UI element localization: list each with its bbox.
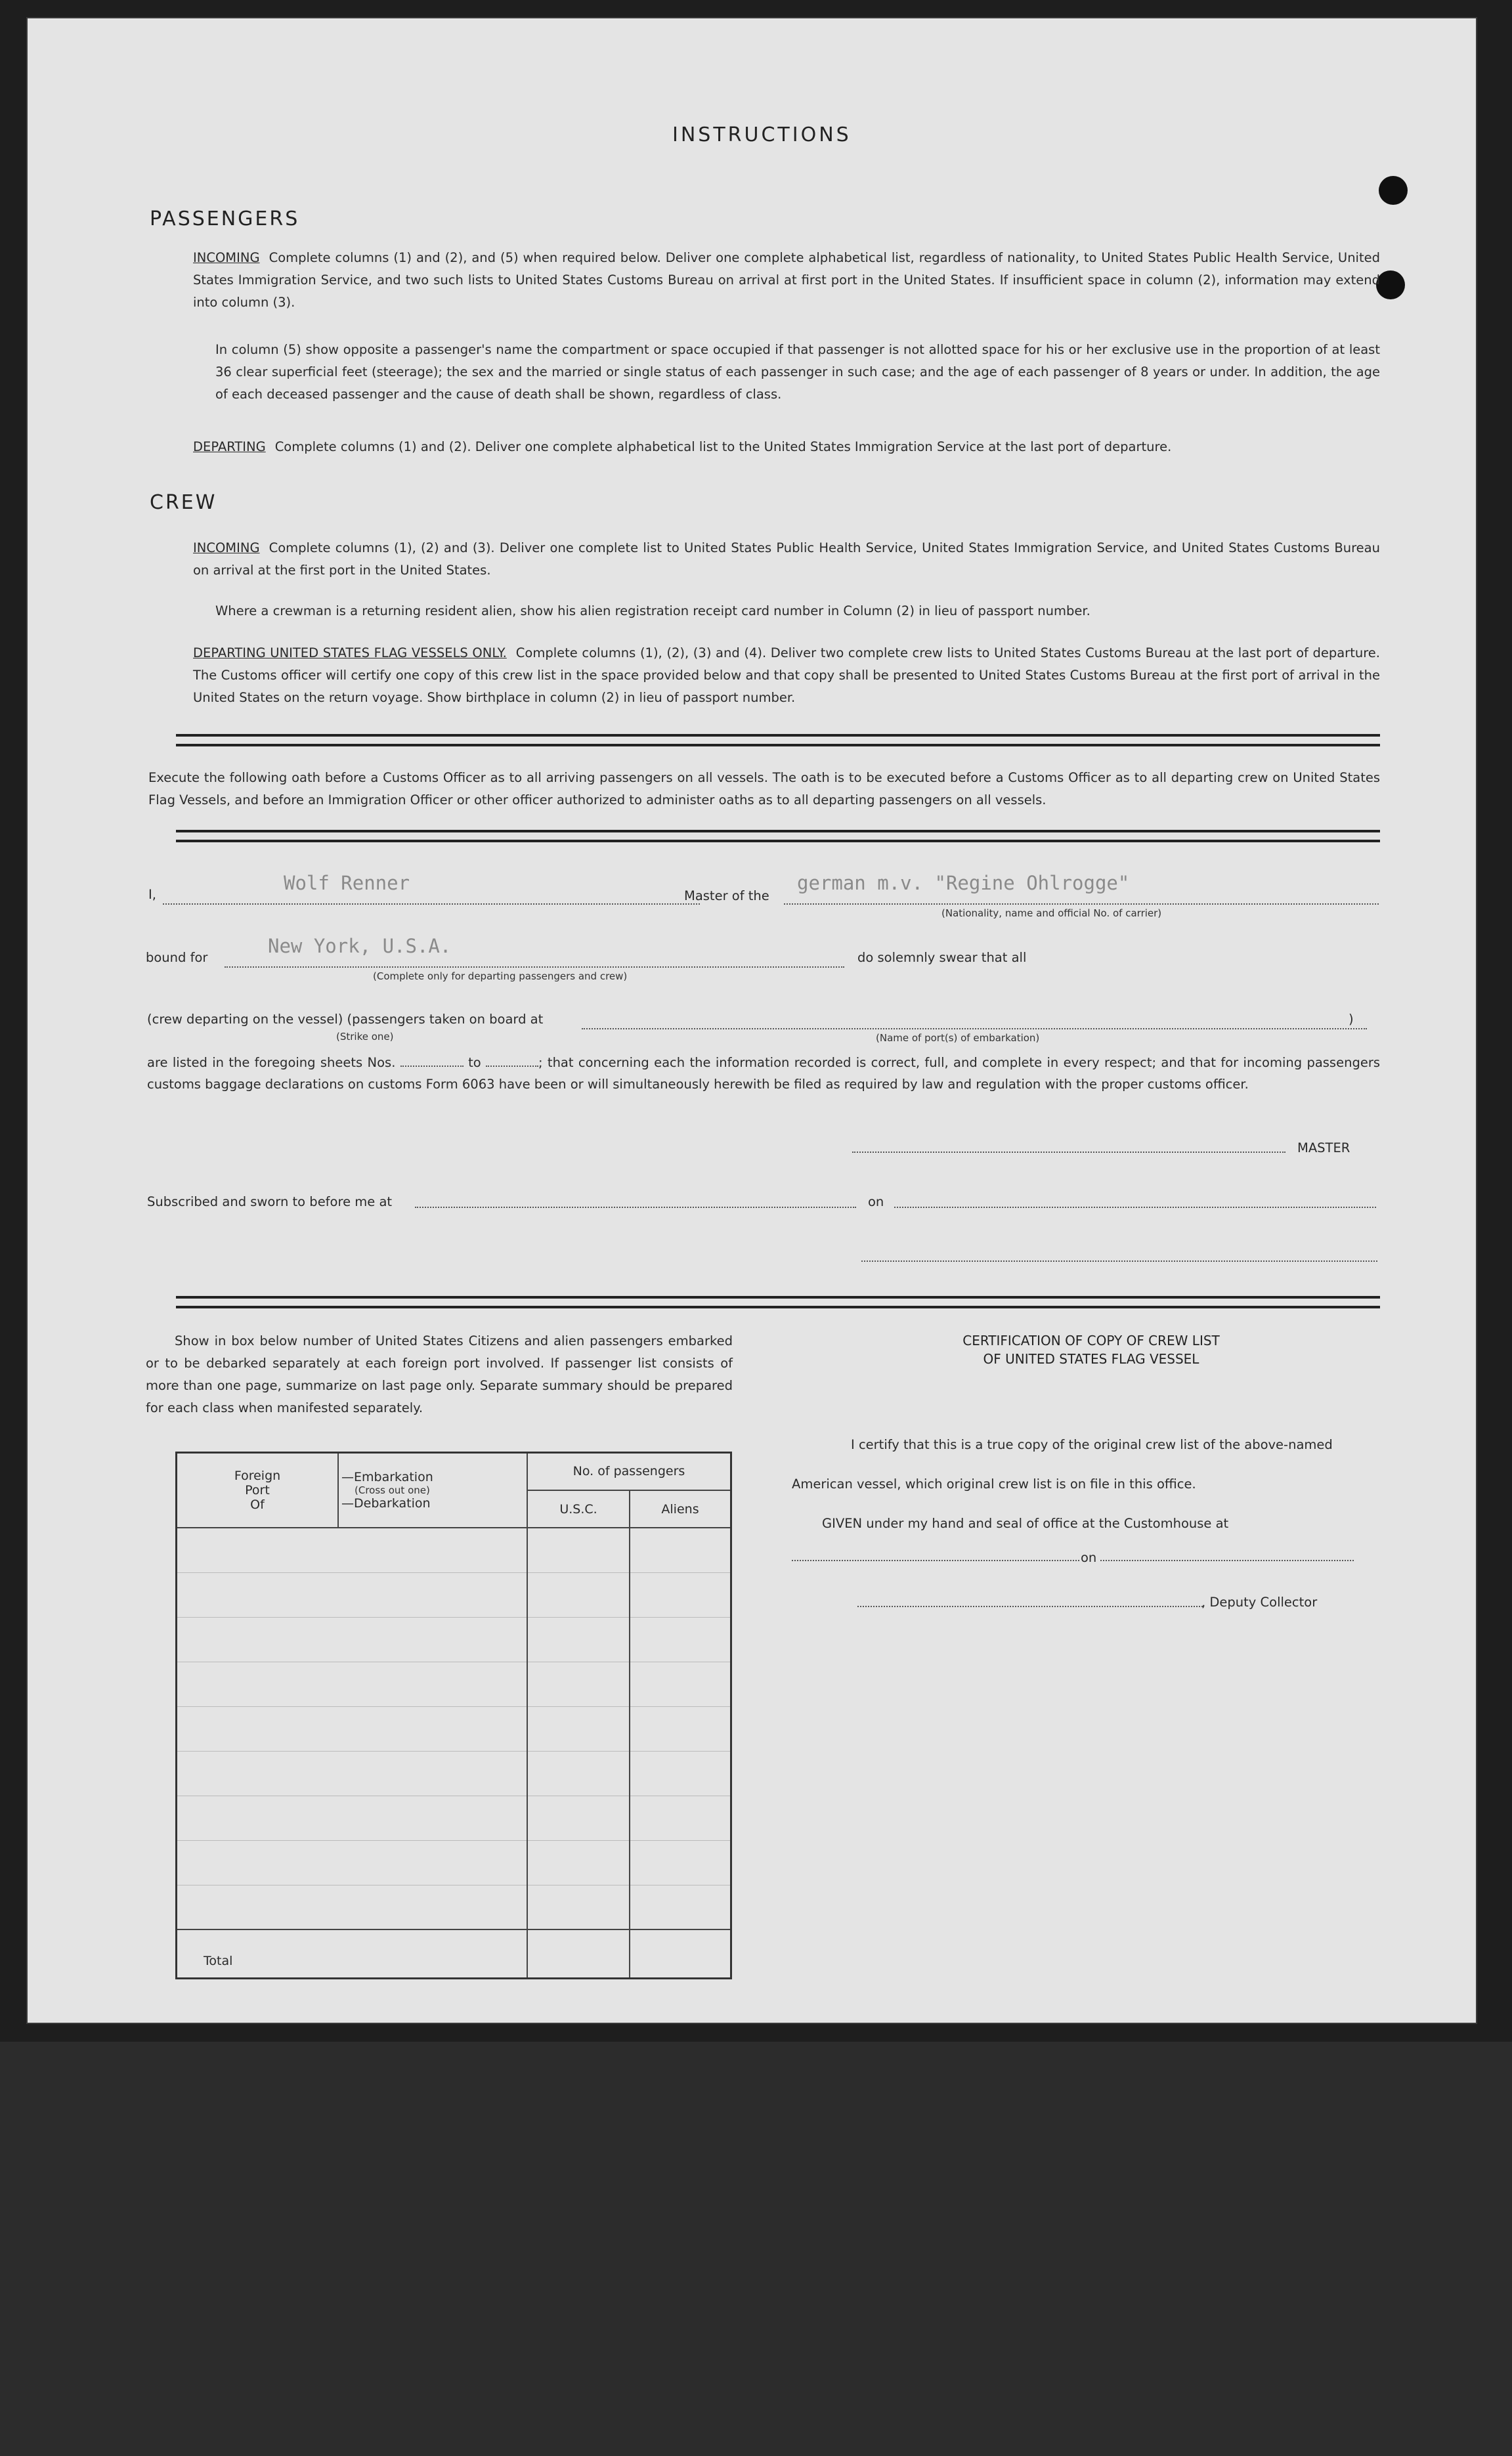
- destination-line: [225, 966, 844, 968]
- col1-line1: Foreign: [234, 1469, 281, 1484]
- master-name-value: Wolf Renner: [284, 872, 410, 894]
- crew-departing-label: DEPARTING UNITED STATES FLAG VESSELS ONLY.: [193, 645, 507, 660]
- aliens-cell: [630, 1840, 731, 1885]
- ports-line: [582, 1028, 1367, 1029]
- embarkation-label: —Embarkation: [341, 1470, 433, 1485]
- crew-departing-text: Complete columns (1), (2), (3) and (4). Deliver two complete crew lists to United States Customs Bureau at the last port of departure. The Customs officer will certify one copy of this crew list in the space provided below and that copy shall be presented to United States Customs Bureau at the first port of arrival in the United States on the return voyage. Show birthplace in column (2) in lieu of passport number.: [193, 645, 1380, 705]
- debarkation-label: —Debarkation: [341, 1496, 431, 1511]
- master-label: MASTER: [1297, 1140, 1350, 1155]
- usc-cell: [527, 1885, 630, 1929]
- document-page: [28, 18, 1476, 2023]
- aliens-cell: [630, 1706, 731, 1751]
- oath-intro-text: Execute the following oath before a Customs Officer as to all arriving passengers on all vessels. The oath is to be executed before a Customs Officer as to all departing crew on United States Flag Vessels, and before an Immigration Officer or other officer authorized to administer oaths as to all departing passengers on all vessels.: [148, 770, 1380, 808]
- double-rule: [176, 734, 1380, 746]
- deputy-label: , Deputy Collector: [1201, 1595, 1318, 1610]
- scan-bottom-strip: [0, 2042, 1512, 2456]
- passengers-departing-block: [193, 436, 1380, 458]
- aliens-cell: [630, 1796, 731, 1840]
- crew-incoming-label: INCOMING: [193, 540, 260, 555]
- aliens-cell: [630, 1572, 731, 1617]
- certification-title: [842, 1331, 1341, 1368]
- cert-on-label: on: [1081, 1550, 1097, 1565]
- close-paren: ): [1349, 1012, 1354, 1027]
- punch-hole: [1376, 270, 1405, 299]
- aliens-header: Aliens: [630, 1490, 731, 1528]
- cert-title-line1: CERTIFICATION OF COPY OF CREW LIST: [962, 1333, 1220, 1348]
- subscribed-date-line: [894, 1207, 1376, 1208]
- swear-text: do solemnly swear that all: [857, 950, 1027, 965]
- sheet-to-line: [486, 1066, 538, 1067]
- ports-table: [175, 1452, 732, 1979]
- no-passengers-header: No. of passengers: [527, 1453, 731, 1490]
- ports-caption: (Name of port(s) of embarkation): [876, 1032, 1040, 1044]
- table-row: [177, 1617, 528, 1662]
- listed-rest: ; that concerning each the information recorded is correct, full, and complete in every respect; and that for incoming passengers customs baggage declarations on customs Form 6063 have been or will simultaneously herewith be filed as required by law and regulation with the proper customs officer.: [147, 1055, 1380, 1092]
- table-row: [177, 1796, 528, 1840]
- destination-caption: (Complete only for departing passengers and crew): [373, 970, 628, 982]
- crew-pass-text: (crew departing on the vessel) (passengers taken on board at: [147, 1012, 544, 1027]
- vessel-caption: (Nationality, name and official No. of carrier): [941, 907, 1162, 919]
- passengers-incoming-block: [193, 247, 1380, 314]
- table-row: [177, 1662, 528, 1706]
- table-row: [177, 1572, 528, 1617]
- double-rule: [176, 1296, 1380, 1308]
- aliens-cell: [630, 1885, 731, 1929]
- given-text: GIVEN under my hand and seal of office at the Customhouse at: [822, 1516, 1229, 1531]
- vessel-value: german m.v. "Regine Ohlrogge": [797, 872, 1130, 894]
- sheet-from-line: [400, 1066, 464, 1067]
- table-row: [177, 1706, 528, 1751]
- crew-heading: CREW: [150, 491, 217, 514]
- usc-cell: [527, 1840, 630, 1885]
- crew-resident-text: Where a crewman is a returning resident alien, show his alien registration receipt card number in Column (2) in lieu of passport number.: [215, 603, 1091, 618]
- col1-line3: Of: [250, 1497, 265, 1513]
- usc-cell: [527, 1751, 630, 1796]
- listed-paragraph: [147, 1052, 1380, 1095]
- usc-cell: [527, 1706, 630, 1751]
- master-name-line: [163, 903, 700, 905]
- destination-value: New York, U.S.A.: [268, 935, 452, 957]
- usc-cell: [527, 1796, 630, 1840]
- aliens-cell: [630, 1528, 731, 1572]
- oath-i-label: I,: [148, 887, 156, 902]
- foreign-port-header: [177, 1453, 339, 1528]
- crew-incoming-block: [193, 537, 1380, 582]
- officer-signature-line: [861, 1260, 1377, 1262]
- total-label: Total: [204, 1954, 233, 1968]
- table-row: [177, 1885, 528, 1929]
- cert-date-line: [1100, 1560, 1354, 1561]
- double-rule: [176, 830, 1380, 842]
- cert-title-line2: OF UNITED STATES FLAG VESSEL: [983, 1351, 1199, 1367]
- punch-hole: [1379, 176, 1408, 205]
- subscribed-place-line: [415, 1207, 856, 1208]
- usc-cell: [527, 1662, 630, 1706]
- strike-caption: (Strike one): [336, 1031, 394, 1043]
- deputy-signature-line: [857, 1606, 1203, 1607]
- aliens-cell: [630, 1617, 731, 1662]
- vessel-line: [784, 903, 1379, 905]
- certify-text: I certify that this is a true copy of the original crew list of the above-named: [851, 1437, 1333, 1452]
- table-row: [177, 1528, 528, 1572]
- subscribed-on-label: on: [868, 1194, 884, 1209]
- master-of-label: Master of the: [684, 888, 769, 903]
- aliens-cell: [630, 1662, 731, 1706]
- embark-debark-header: [338, 1453, 527, 1528]
- crew-incoming-text: Complete columns (1), (2) and (3). Deliver one complete list to United States Public Health Service, United States Immigration Service, and United States Customs Bureau on arrival at the first port in the United States.: [193, 540, 1380, 578]
- usc-cell: [527, 1617, 630, 1662]
- usc-header: U.S.C.: [527, 1490, 630, 1528]
- usc-cell: [527, 1528, 630, 1572]
- subscribed-label: Subscribed and sworn to before me at: [147, 1194, 393, 1209]
- box-instructions: Show in box below number of United States Citizens and alien passengers embarked or to be debarked separately at each foreign port involved. If passenger list consists of more than one page, summarize on last page only. Separate summary should be prepared for each class when manifested separately.: [146, 1333, 733, 1415]
- passengers-departing-label: DEPARTING: [193, 439, 266, 454]
- american-text: American vessel, which original crew list is on file in this office.: [792, 1476, 1196, 1492]
- col1-line2: Port: [245, 1483, 270, 1498]
- usc-cell: [527, 1572, 630, 1617]
- passengers-departing-text: Complete columns (1) and (2). Deliver one complete alphabetical list to the United States Immigration Service at the last port of departure.: [274, 439, 1172, 454]
- passengers-heading: PASSENGERS: [150, 207, 300, 230]
- total-row: [177, 1929, 528, 1978]
- listed-start: are listed in the foregoing sheets Nos.: [147, 1055, 396, 1070]
- passengers-incoming-label: INCOMING: [193, 250, 260, 265]
- crew-departing-block: [193, 642, 1380, 709]
- to-label: to: [468, 1055, 481, 1070]
- customhouse-line: [792, 1560, 1079, 1561]
- page-title: INSTRUCTIONS: [672, 123, 852, 146]
- master-signature-line: [852, 1152, 1285, 1153]
- aliens-total-cell: [630, 1929, 731, 1978]
- table-row: [177, 1840, 528, 1885]
- table-row: [177, 1751, 528, 1796]
- passengers-column5-text: In column (5) show opposite a passenger's name the compartment or space occupied if that passenger is not allotted space for his or her exclusive use in the proportion of at least 36 clear superficial feet (steerage); the sex and the married or single status of each passenger in such case; and the age of each passenger of 8 years or under. In addition, the age of each deceased passenger and the cause of death shall be shown, regardless of class.: [215, 342, 1380, 402]
- aliens-cell: [630, 1751, 731, 1796]
- cross-out-label: (Cross out one): [355, 1484, 430, 1497]
- passengers-incoming-text: Complete columns (1) and (2), and (5) when required below. Deliver one complete alphabetical list, regardless of nationality, to United States Public Health Service, United States Immigration Service, and two such lists to United States Customs Bureau on arrival at first port in the United States. If insufficient space in column (2), information may extend into column (3).: [193, 250, 1380, 310]
- bound-label: bound for: [146, 950, 208, 965]
- usc-total-cell: [527, 1929, 630, 1978]
